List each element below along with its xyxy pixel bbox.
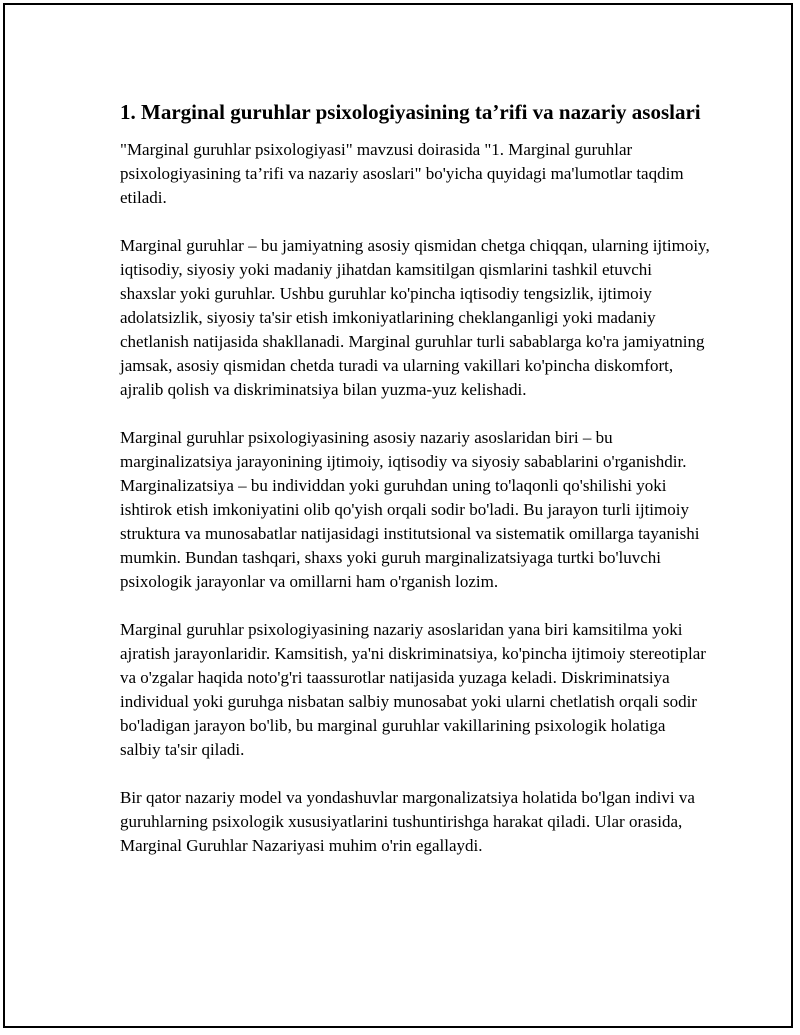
paragraph-definition: Marginal guruhlar – bu jamiyatning asosiy qismidan chetga chiqqan, ularning ijtimoiy, iqtisodiy, siyosiy yoki madaniy jihatdan kamsitilgan qismlarini tashkil etuvchi shaxslar yoki guruhlar. Ushbu guruhlar ko'pincha iqtisodiy tengsizlik, ijtimoiy adolatsizlik, siyosiy ta'sir etish imkoniyatlarining cheklanganligi yoki madaniy chetlanish natijasida shakllanadi. Marginal guruhlar turli sabablarga ko'ra jamiyatning jamsak, asosiy qismidan chetda turadi va ularning vakillari ko'pincha diskomfort, ajralib qolish va diskriminatsiya bilan yuzma-yuz kelishadi.	[120, 236, 710, 399]
document-body	[120, 98, 710, 882]
paragraph-marginalization: Marginal guruhlar psixologiyasining asosiy nazariy asoslaridan biri – bu marginalizatsiya jarayonining ijtimoiy, iqtisodiy va siyosiy sabablarini o'rganishdir. Marginalizatsiya – bu individdan yoki guruhdan uning to'laqonli qo'shilishi yoki ishtirok etish imkoniyatini olib qo'yish orqali sodir bo'ladi. Bu jarayon turli ijtimoiy struktura va munosabatlar natijasidagi institutsional va sistematik omillarga tayanishi mumkin. Bundan tashqari, shaxs yoki guruh marginalizatsiyaga turtki bo'luvchi psixologik jarayonlar va omillarni ham o'rganish lozim.	[120, 428, 700, 591]
paragraph-intro: "Marginal guruhlar psixologiyasi" mavzusi doirasida "1. Marginal guruhlar psixologiyasining ta’rifi va nazariy asoslari" bo'yicha quyidagi ma'lumotlar taqdim etiladi.	[120, 140, 684, 207]
paragraph-theories: Bir qator nazariy model va yondashuvlar margonalizatsiya holatida bo'lgan indivi va guruhlarning psixologik xususiyatlarini tushuntirishga harakat qiladi. Ular orasida, Marginal Guruhlar Nazariyasi muhim o'rin egallaydi.	[120, 788, 695, 855]
section-heading: 1. Marginal guruhlar psixologiyasining ta’rifi va nazariy asoslari	[120, 100, 701, 124]
document-page	[3, 3, 793, 1028]
paragraph-discrimination: Marginal guruhlar psixologiyasining nazariy asoslaridan yana biri kamsitilma yoki ajratish jarayonlaridir. Kamsitish, ya'ni diskriminatsiya, ko'pincha ijtimoiy stereotiplar va o'zgalar haqida noto'g'ri taassurotlar natijasida yuzaga keladi. Diskriminatsiya individual yoki guruhga nisbatan salbiy munosabat yoki ularni chetlatish orqali sodir bo'ladigan jarayon bo'lib, bu marginal guruhlar vakillarining psixologik holatiga salbiy ta'sir qiladi.	[120, 620, 706, 759]
